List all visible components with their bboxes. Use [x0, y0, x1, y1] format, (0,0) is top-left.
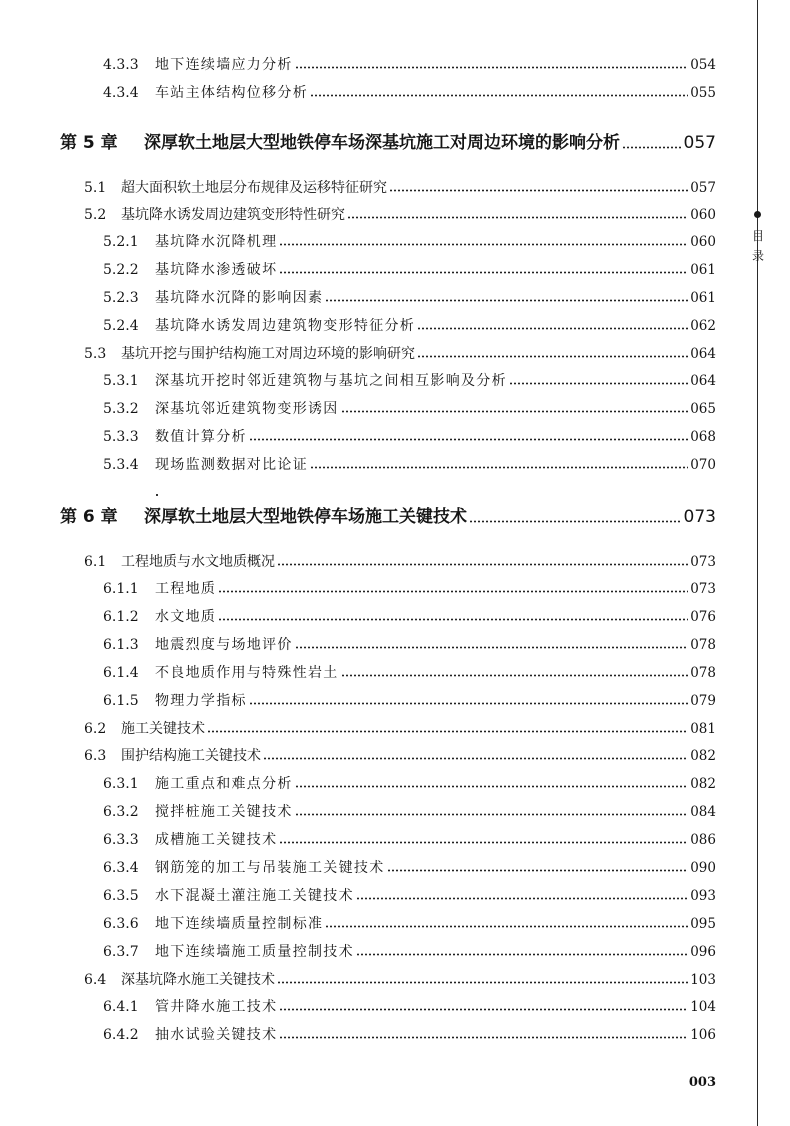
toc-subsection-entry[interactable]: [103, 829, 716, 851]
toc-subsection-entry[interactable]: [103, 578, 716, 600]
dot-leader: [295, 646, 689, 649]
toc-entry-number: 6.3.3: [103, 832, 139, 848]
toc-entry-title: 围护结构施工关键技术: [121, 748, 261, 764]
toc-entry-page: 079: [690, 693, 716, 709]
toc-subsection-entry[interactable]: [103, 885, 716, 907]
toc-section-entry[interactable]: [84, 204, 716, 226]
toc-entry-page: 073: [683, 507, 716, 527]
toc-entry-title: 工程地质与水文地质概况: [121, 554, 275, 570]
dot-leader: [277, 563, 688, 566]
dot-leader: [249, 702, 688, 705]
toc-subsection-entry[interactable]: [103, 1024, 716, 1046]
toc-entry-page: 084: [690, 804, 716, 820]
toc-entry-page: 064: [690, 346, 716, 362]
toc-entry-number: 6.3: [84, 748, 107, 764]
toc-entry-page: 078: [690, 637, 716, 653]
toc-subsection-entry[interactable]: [103, 82, 716, 104]
dot-leader: [279, 271, 688, 274]
toc-subsection-entry[interactable]: [103, 941, 716, 963]
toc-entry-page: 081: [690, 721, 716, 737]
toc-section-entry[interactable]: [84, 718, 716, 740]
toc-entry-title: 水文地质: [155, 609, 217, 625]
toc-entry-title: 基坑降水诱发周边建筑变形特性研究: [121, 207, 345, 223]
toc-entry-number: 6.3.7: [103, 944, 139, 960]
toc-subsection-entry[interactable]: [103, 606, 716, 628]
toc-entry-page: 073: [690, 581, 716, 597]
dot-leader: [469, 520, 682, 523]
toc-entry-number: 6.4.2: [103, 1027, 139, 1043]
toc-subsection-entry[interactable]: [103, 996, 716, 1018]
margin-rule: [757, 0, 758, 1126]
dot-leader: [356, 953, 688, 956]
dot-leader: [389, 189, 688, 192]
toc-entry-title: 基坑降水渗透破坏: [155, 262, 278, 278]
toc-entry-number: 5.3.4: [103, 457, 139, 473]
toc-entry-title: 数值计算分析: [155, 429, 247, 445]
toc-entry-number: 第 5 章: [60, 133, 118, 153]
toc-entry-page: 054: [690, 57, 716, 73]
toc-entry-page: 106: [690, 1027, 716, 1043]
dot-leader: [218, 590, 688, 593]
toc-entry-title: 管井降水施工技术: [155, 999, 278, 1015]
toc-entry-title: 水下混凝土灌注施工关键技术: [155, 888, 354, 904]
toc-entry-number: 4.3.4: [103, 85, 139, 101]
toc-entry-page: 093: [690, 888, 716, 904]
toc-entry-number: 5.2.3: [103, 290, 139, 306]
toc-subsection-entry[interactable]: [103, 662, 716, 684]
toc-entry-page: 061: [690, 290, 716, 306]
toc-subsection-entry[interactable]: [103, 773, 716, 795]
margin-bullet: [754, 211, 761, 218]
print-speck: [156, 494, 158, 496]
toc-entry-title: 深厚软土地层大型地铁停车场深基坑施工对周边环境的影响分析: [144, 133, 620, 153]
toc-entry-number: 6.1.2: [103, 609, 139, 625]
dot-leader: [295, 813, 689, 816]
toc-entry-number: 6.1.5: [103, 693, 139, 709]
toc-entry-title: 基坑降水沉降机理: [155, 234, 278, 250]
toc-chapter-entry[interactable]: [60, 128, 716, 158]
dot-leader: [295, 66, 689, 69]
toc-entry-number: 6.3.4: [103, 860, 139, 876]
dot-leader: [310, 94, 688, 97]
toc-entry-page: 062: [690, 318, 716, 334]
toc-subsection-entry[interactable]: [103, 259, 716, 281]
toc-entry-title: 地震烈度与场地评价: [155, 637, 293, 653]
dot-leader: [341, 674, 689, 677]
toc-entry-number: 6.3.1: [103, 776, 139, 792]
toc-entry-page: 068: [690, 429, 716, 445]
toc-entry-page: 078: [690, 665, 716, 681]
toc-entry-title: 地下连续墙应力分析: [155, 57, 293, 73]
dot-leader: [310, 466, 688, 469]
toc-entry-number: 5.3.2: [103, 401, 139, 417]
toc-entry-title: 工程地质: [155, 581, 217, 597]
dot-leader: [341, 410, 689, 413]
dot-leader: [249, 438, 688, 441]
side-section-label: 目 录: [751, 229, 764, 263]
toc-entry-number: 6.1.4: [103, 665, 139, 681]
dot-leader: [417, 355, 688, 358]
toc-subsection-entry[interactable]: [103, 857, 716, 879]
dot-leader: [356, 897, 688, 900]
toc-entry-page: 064: [690, 373, 716, 389]
toc-entry-number: 6.3.5: [103, 888, 139, 904]
toc-entry-title: 施工重点和难点分析: [155, 776, 293, 792]
toc-entry-page: 103: [690, 972, 716, 988]
toc-entry-page: 057: [683, 133, 716, 153]
toc-entry-title: 深基坑降水施工关键技术: [121, 972, 275, 988]
dot-leader: [279, 1036, 688, 1039]
toc-entry-number: 5.1: [84, 180, 107, 196]
dot-leader: [387, 869, 689, 872]
toc-entry-page: 057: [690, 180, 716, 196]
toc-entry-number: 5.2.2: [103, 262, 139, 278]
toc-entry-title: 基坑开挖与围护结构施工对周边环境的影响研究: [121, 346, 415, 362]
toc-section-entry[interactable]: [84, 177, 716, 199]
toc-entry-number: 6.3.6: [103, 916, 139, 932]
toc-entry-page: 055: [690, 85, 716, 101]
toc-entry-title: 成槽施工关键技术: [155, 832, 278, 848]
dot-leader: [218, 618, 688, 621]
toc-subsection-entry[interactable]: [103, 231, 716, 253]
toc-subsection-entry[interactable]: [103, 454, 716, 476]
toc-entry-page: 082: [690, 748, 716, 764]
toc-subsection-entry[interactable]: [103, 315, 716, 337]
toc-entry-title: 基坑降水沉降的影响因素: [155, 290, 324, 306]
dot-leader: [207, 730, 688, 733]
toc-entry-number: 6.3.2: [103, 804, 139, 820]
toc-entry-page: 082: [690, 776, 716, 792]
toc-entry-title: 超大面积软土地层分布规律及运移特征研究: [121, 180, 387, 196]
toc-subsection-entry[interactable]: [103, 426, 716, 448]
toc-entry-number: 5.2.1: [103, 234, 139, 250]
toc-section-entry[interactable]: [84, 343, 716, 365]
dot-leader: [622, 146, 682, 149]
dot-leader: [295, 785, 689, 788]
toc-entry-title: 深厚软土地层大型地铁停车场施工关键技术: [144, 507, 467, 527]
dot-leader: [509, 382, 688, 385]
toc-chapter-entry[interactable]: [60, 502, 716, 532]
toc-entry-number: 第 6 章: [60, 507, 118, 527]
toc-subsection-entry[interactable]: [103, 913, 716, 935]
dot-leader: [325, 925, 688, 928]
page-number: 003: [688, 1075, 716, 1090]
toc-section-entry[interactable]: [84, 969, 716, 991]
toc-entry-page: 095: [690, 916, 716, 932]
toc-entry-page: 065: [690, 401, 716, 417]
toc-entry-page: 060: [690, 234, 716, 250]
toc-entry-number: 4.3.3: [103, 57, 139, 73]
toc-entry-page: 076: [690, 609, 716, 625]
dot-leader: [277, 981, 688, 984]
toc-entry-page: 104: [690, 999, 716, 1015]
toc-entry-number: 5.3.1: [103, 373, 139, 389]
toc-entry-page: 070: [690, 457, 716, 473]
toc-entry-number: 6.2: [84, 721, 107, 737]
toc-entry-title: 车站主体结构位移分析: [155, 85, 308, 101]
toc-entry-title: 钢筋笼的加工与吊装施工关键技术: [155, 860, 385, 876]
toc-subsection-entry[interactable]: [103, 634, 716, 656]
toc-entry-number: 5.2: [84, 207, 107, 223]
toc-entry-title: 现场监测数据对比论证: [155, 457, 308, 473]
toc-subsection-entry[interactable]: [103, 690, 716, 712]
toc-subsection-entry[interactable]: [103, 398, 716, 420]
toc-section-entry[interactable]: [84, 551, 716, 573]
toc-entry-number: 5.3: [84, 346, 107, 362]
toc-entry-number: 6.1: [84, 554, 107, 570]
toc-entry-number: 5.3.3: [103, 429, 139, 445]
toc-subsection-entry[interactable]: [103, 287, 716, 309]
toc-entry-title: 地下连续墙施工质量控制技术: [155, 944, 354, 960]
toc-section-entry[interactable]: [84, 745, 716, 767]
toc-entry-title: 不良地质作用与特殊性岩土: [155, 665, 339, 681]
dot-leader: [417, 327, 688, 330]
dot-leader: [279, 243, 688, 246]
toc-entry-page: 090: [690, 860, 716, 876]
toc-entry-title: 地下连续墙质量控制标准: [155, 916, 324, 932]
dot-leader: [263, 757, 688, 760]
toc-entry-page: 060: [690, 207, 716, 223]
toc-entry-number: 6.1.1: [103, 581, 139, 597]
dot-leader: [279, 841, 688, 844]
toc-entry-title: 施工关键技术: [121, 721, 205, 737]
toc-subsection-entry[interactable]: [103, 54, 716, 76]
dot-leader: [279, 1008, 688, 1011]
toc-entry-title: 深基坑邻近建筑物变形诱因: [155, 401, 339, 417]
toc-subsection-entry[interactable]: [103, 801, 716, 823]
toc-entry-number: 5.2.4: [103, 318, 139, 334]
toc-entry-page: 096: [690, 944, 716, 960]
toc-entry-number: 6.1.3: [103, 637, 139, 653]
toc-entry-title: 物理力学指标: [155, 693, 247, 709]
toc-entry-page: 073: [690, 554, 716, 570]
toc-entry-title: 深基坑开挖时邻近建筑物与基坑之间相互影响及分析: [155, 373, 507, 389]
dot-leader: [347, 216, 688, 219]
toc-entry-title: 基坑降水诱发周边建筑物变形特征分析: [155, 318, 416, 334]
toc-entry-title: 搅拌桩施工关键技术: [155, 804, 293, 820]
toc-subsection-entry[interactable]: [103, 370, 716, 392]
toc-entry-page: 061: [690, 262, 716, 278]
dot-leader: [325, 299, 688, 302]
toc-entry-number: 6.4: [84, 972, 107, 988]
toc-entry-page: 086: [690, 832, 716, 848]
toc-entry-number: 6.4.1: [103, 999, 139, 1015]
toc-entry-title: 抽水试验关键技术: [155, 1027, 278, 1043]
